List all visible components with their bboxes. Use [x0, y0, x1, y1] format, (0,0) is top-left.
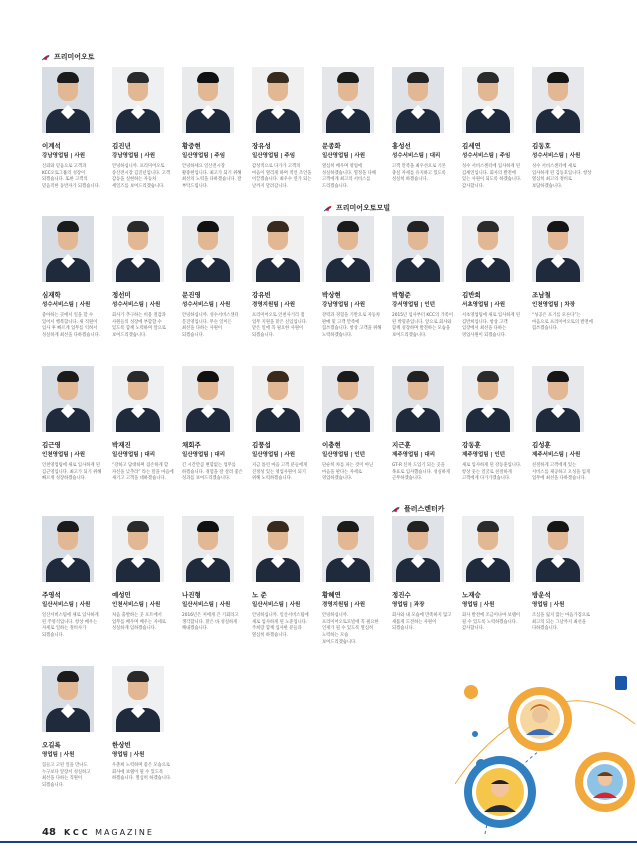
staff-department: 서초영업팀 | 사원	[462, 302, 506, 308]
staff-photo	[42, 216, 94, 282]
staff-name: 정선미	[112, 291, 131, 299]
staff-message: 강력과 경험을 기반으로 자동차 판매 및 고객 만족에 힘쓰겠습니다. 항상 고객을 위해 노력하겠습니다.	[322, 313, 382, 338]
staff-card	[42, 67, 112, 191]
staff-message: 성수 서비스센터에 새로 입사하게 된 김동호입니다. 항상 열심히 최고의 정비로 보답하겠습니다.	[532, 164, 592, 189]
photo-hair	[57, 221, 79, 232]
staff-department: 강남영업팀 | 사원	[112, 153, 156, 159]
staff-card	[322, 366, 392, 483]
photo-hair	[337, 521, 359, 532]
staff-photo	[322, 216, 374, 282]
magazine-title-brand: KCC	[64, 828, 91, 837]
photo-hair	[127, 671, 149, 682]
staff-card	[462, 216, 532, 340]
staff-card	[462, 67, 532, 191]
staff-photo	[42, 516, 94, 582]
staff-name: 노재승	[462, 591, 481, 599]
staff-message: 프리미어오토 인천사거리 점 업무 지원을 맡은 신입입니다. 맡은 일에 꼭 필요한 사원이 되겠습니다.	[252, 313, 308, 338]
photo-hair	[337, 371, 359, 382]
staff-department: 영업팀 | 사원	[462, 602, 495, 608]
staff-name: 방운석	[532, 591, 551, 599]
staff-card	[532, 216, 602, 333]
staff-card	[112, 516, 182, 633]
photo-hair	[127, 221, 149, 232]
section-title: 플러스렌터카	[404, 505, 445, 513]
section-header-plus-rentcar	[392, 504, 445, 514]
photo-hair	[267, 72, 289, 83]
staff-card	[322, 516, 392, 646]
staff-department: 성수서비스팀 | 사원	[42, 302, 91, 308]
staff-message: 안녕하십니까. 성수서비스센터 문진영입니다. 무슨 일이든 최선을 다하는 사원이 되겠습니다.	[182, 313, 239, 338]
staff-photo	[322, 516, 374, 582]
staff-card	[112, 216, 182, 340]
staff-photo	[392, 67, 444, 133]
staff-name: 황혜연	[322, 591, 341, 599]
staff-department: 강남영업팀 | 사원	[42, 153, 86, 159]
photo-hair	[547, 221, 569, 232]
staff-department: 일산영업팀 | 사원	[252, 452, 296, 458]
staff-card	[42, 516, 112, 640]
staff-department: 영업팀 | 과장	[392, 602, 425, 608]
staff-name: 노 준	[252, 591, 267, 599]
plus-rentcar-logo-icon	[392, 506, 401, 513]
section-title: 프리미어오토	[54, 53, 95, 61]
photo-hair	[57, 521, 79, 532]
team-illustration-icon	[455, 664, 637, 840]
staff-card	[112, 366, 182, 483]
staff-photo	[112, 366, 164, 432]
staff-department: 성수서비스팀 | 사원	[112, 302, 161, 308]
photo-hair	[197, 221, 219, 232]
staff-name: 오길록	[42, 741, 61, 749]
staff-name: 조남철	[532, 291, 551, 299]
staff-photo	[392, 516, 444, 582]
staff-name: 나진형	[182, 591, 201, 599]
staff-card	[392, 216, 462, 340]
photo-hair	[477, 371, 499, 382]
staff-photo	[182, 216, 234, 282]
staff-message: 회사와 내 모습에 만족하지 않고 새롭게 도전하는 사원이 되겠습니다.	[392, 613, 452, 632]
staff-card	[322, 216, 392, 340]
staff-photo	[42, 666, 94, 732]
staff-card	[392, 366, 462, 483]
staff-card	[112, 666, 182, 783]
photo-hair	[337, 72, 359, 83]
staff-card	[182, 67, 252, 191]
staff-name: 채회주	[182, 441, 201, 449]
staff-card	[182, 516, 252, 633]
staff-department: 인천영업팀 | 차장	[532, 302, 576, 308]
staff-card	[532, 366, 602, 483]
staff-card	[252, 216, 322, 340]
photo-hair	[547, 521, 569, 532]
staff-department: 성수서비스팀 | 사원	[532, 153, 581, 159]
staff-name: 김성훈	[532, 441, 551, 449]
staff-name: 김세연	[462, 142, 481, 150]
staff-department: 일산서비스팀 | 사원	[252, 602, 301, 608]
staff-photo	[42, 67, 94, 133]
staff-message: 친절하게 고객에게 있는 서비스를 제공하고 오성을 입게 업무에 최선을 다하겠습니다.	[532, 463, 591, 482]
photo-hair	[477, 221, 499, 232]
staff-message: 처음 출발하는 곳 포트에서 업무를 배우며 배우는 자세로 성실하게 임하겠습니다.	[112, 613, 166, 632]
photo-hair	[57, 72, 79, 83]
staff-name: 박상현	[322, 291, 341, 299]
photo-hair	[197, 371, 219, 382]
staff-message: 회사가 추구하는 비용 절감과 사원들의 성장에 부합할 수 있도록 함께 노력하며 앞으로 보여드리겠습니다.	[112, 313, 166, 338]
staff-photo	[112, 67, 164, 133]
staff-message: 우춘희 노력하며 좋은 모습으로 회사에 보탬이 될 수 있도록 하겠습니다. 열심히 하겠습니다.	[112, 763, 172, 782]
staff-name: 김근영	[42, 441, 61, 449]
staff-department: 경영지원팀 | 사원	[252, 302, 296, 308]
staff-card	[252, 366, 322, 483]
staff-department: 일산영업팀 | 대리	[182, 452, 226, 458]
staff-name: 김진년	[112, 142, 131, 150]
staff-name: 문진영	[182, 291, 201, 299]
staff-message: 안녕하십니까. 일산서비스팀에 새로 입사하게 된 노준입니다. 주희랑 함께 입사한 분들과 열심히 하겠습니다.	[252, 613, 309, 638]
staff-photo	[322, 67, 374, 133]
staff-message: “강하고 담대하며 겸손하게 할 자신을 낮추라” 라는 말을 마음에 새기고 고객을 대하겠습니다.	[112, 463, 174, 482]
photo-hair	[477, 72, 499, 83]
photo-hair	[127, 72, 149, 83]
staff-department: 일산영업팀 | 대리	[112, 452, 156, 458]
section-title: 프리미어오토모빌	[336, 204, 391, 212]
staff-card	[112, 67, 182, 191]
staff-name: 지근훈	[392, 441, 411, 449]
photo-hair	[127, 521, 149, 532]
staff-card	[42, 366, 112, 483]
staff-name: 심재학	[42, 291, 61, 299]
staff-photo	[182, 67, 234, 133]
staff-message: 안녕하세요 일산전시장 황중현입니다. 최고가 되기 위해 최선의 노력을 다하겠습니다. 잘 부탁드립니다.	[182, 164, 242, 189]
magazine-title	[64, 828, 154, 837]
staff-department: 강남영업팀 | 사원	[322, 302, 366, 308]
staff-name: 박재진	[112, 441, 131, 449]
staff-photo	[322, 366, 374, 432]
staff-department: 성수서비스팀 | 대리	[392, 153, 441, 159]
staff-message: 단순히 차를 파는 것이 아닌 마음을 판다는 자세로 영업하겠습니다.	[322, 463, 374, 482]
staff-photo	[462, 366, 514, 432]
staff-photo	[252, 516, 304, 582]
staff-message: 열심히 배우며 영업에 성실하겠습니다. 열정을 다해 고객에게 최고의 서비스를 드리겠습니다.	[322, 164, 376, 189]
staff-name: 장유성	[252, 142, 271, 150]
staff-photo	[532, 516, 584, 582]
staff-message: 안녕하십니까. 프리미어오토 송산전시장 김진년입니다. 고객 감동을 실현하는 자동차 세일즈를 보여드리겠습니다.	[112, 164, 171, 189]
staff-name: 이계석	[42, 142, 61, 150]
staff-photo	[462, 67, 514, 133]
page-number: 48	[42, 827, 56, 838]
staff-message: 회사 발전에 조금이나마 보탬이 될 수 있도록 노력하겠습니다. 감사합니다.	[462, 613, 521, 632]
staff-name: 김동호	[532, 142, 551, 150]
staff-name: 김반희	[462, 291, 481, 299]
staff-name: 예성민	[112, 591, 131, 599]
staff-message: “성공은 포기를 모른다”는 마음으로 프리미어오토의 발전에 힘쓰겠습니다.	[532, 313, 593, 332]
staff-department: 강서영업팀 | 인턴	[392, 302, 436, 308]
staff-photo	[392, 366, 444, 432]
photo-hair	[267, 521, 289, 532]
staff-name: 강유빈	[252, 291, 271, 299]
photo-hair	[57, 671, 79, 682]
staff-name: 한상빈	[112, 741, 131, 749]
staff-card	[532, 516, 602, 633]
staff-card	[322, 67, 392, 191]
staff-department: 성수서비스팀 | 주임	[462, 153, 511, 159]
staff-card	[462, 516, 532, 633]
staff-card	[182, 216, 252, 340]
photo-hair	[197, 521, 219, 532]
photo-hair	[267, 221, 289, 232]
staff-department: 일산서비스팀 | 사원	[42, 602, 91, 608]
staff-department: 인천서비스팀 | 사원	[112, 602, 161, 608]
staff-message: GT-R 신차 도입기 되는 곳을 목표로 입사했습니다. 성실하게 근무하겠습니다.	[392, 463, 451, 482]
staff-department: 일산영업팀 | 주임	[182, 153, 226, 159]
staff-department: 제주영업팀 | 대리	[392, 452, 436, 458]
staff-card	[462, 366, 532, 483]
staff-card	[42, 666, 112, 790]
staff-message: 좋아하는 곳에서 일을 할 수 있어서 행복합니다. 새 직원이 입사 후 빠르게 업무를 익혀서 성실하게 최선을 다하겠습니다.	[42, 313, 101, 338]
staff-photo	[182, 366, 234, 432]
staff-card	[182, 366, 252, 483]
staff-name: 정진수	[392, 591, 411, 599]
staff-name: 문종화	[322, 142, 341, 150]
staff-department: 일산서비스팀 | 사원	[182, 602, 231, 608]
photo-hair	[337, 221, 359, 232]
photo-hair	[407, 371, 429, 382]
staff-name: 홍성선	[392, 142, 411, 150]
staff-card	[392, 67, 462, 184]
staff-department: 영업팀 | 사원	[532, 602, 565, 608]
staff-name: 김풍섭	[252, 441, 271, 449]
staff-name: 황중현	[182, 142, 201, 150]
staff-photo	[462, 216, 514, 282]
photo-hair	[127, 371, 149, 382]
staff-name: 강동훈	[462, 441, 481, 449]
staff-department: 일산영업팀 | 인턴	[322, 452, 366, 458]
photo-hair	[547, 371, 569, 382]
staff-card	[532, 67, 602, 191]
staff-department: 인천영업팀 | 사원	[42, 452, 86, 458]
photo-hair	[197, 72, 219, 83]
footer-rule	[0, 841, 637, 843]
staff-name: 박형준	[392, 291, 411, 299]
photo-hair	[407, 72, 429, 83]
staff-department: 경영지원팀 | 사원	[322, 602, 366, 608]
staff-photo	[112, 516, 164, 582]
staff-photo	[532, 67, 584, 133]
section-header-premier-auto-mobile	[324, 203, 390, 213]
staff-card	[392, 516, 462, 633]
staff-photo	[182, 516, 234, 582]
staff-department: 일산영업팀 | 주임	[252, 153, 296, 159]
staff-message: 2015년 입사부터 KCC의 가족이 된 박형준입니다. 앞으로 회사와 함께 성장하며 발전하는 모습을 보여드리겠습니다.	[392, 313, 453, 338]
premier-auto-logo-icon	[42, 54, 51, 61]
staff-photo	[252, 366, 304, 432]
staff-message: 새로 입사하게 된 강동훈입니다. 항상 웃는 얼굴로 친절하게 고객에게 다가가겠습니다.	[462, 463, 522, 482]
staff-name: 주영석	[42, 591, 61, 599]
staff-department: 제주영업팀 | 인턴	[462, 452, 506, 458]
premier-auto-mobile-logo-icon	[324, 205, 333, 212]
photo-hair	[267, 371, 289, 382]
photo-hair	[477, 521, 499, 532]
staff-message: 서초영업팀에 새로 입사하게 된 김반희입니다. 항상 고객 입장에서 최선을 다하는 영업사원이 되겠습니다.	[462, 313, 521, 338]
staff-message: 안녕하십니까. 프리미어오토모빌에 꼭 필요한 인재가 될 수 있도록 열심히 노력하는 모습 보여드리겠습니다.	[322, 613, 379, 645]
staff-message: 조심을 잃지 않는 마음가짐으로 최고의 되는 그날까지 최선을 다하겠습니다.	[532, 613, 591, 632]
staff-message: 신뢰와 믿음으로 고객과 KCC오토그룹의 성장이 되겠습니다. 또한 고객의 믿음직한 동반자가 되겠습니다.	[42, 164, 101, 189]
staff-message: 지금 틀린 마음 고객 분들에게 진정성 있는 영업사원이 되기 위해 노력하겠습니다.	[252, 463, 308, 482]
photo-hair	[407, 221, 429, 232]
staff-department: 제주서비스팀 | 사원	[532, 452, 581, 458]
staff-photo	[112, 216, 164, 282]
staff-department: 성수서비스팀 | 사원	[182, 302, 231, 308]
photo-hair	[57, 371, 79, 382]
staff-message: 2016년은 저에게 큰 기회라고 생각합니다. 맡은 바 성실하게 해내겠습니다.	[182, 613, 239, 632]
staff-photo	[112, 666, 164, 732]
staff-department: 일산영업팀 | 사원	[322, 153, 366, 159]
staff-photo	[252, 216, 304, 282]
magazine-title-word: MAGAZINE	[95, 828, 154, 837]
photo-hair	[407, 521, 429, 532]
staff-card	[42, 216, 112, 340]
staff-message: 일산서비스팀에 새로 입사하게 된 주영석입니다. 항상 배우는 자세로 일하는 정비사가 되겠습니다.	[42, 613, 99, 638]
staff-message: 힘들고 고된 일을 만나도 누구보다 앞장서 성실하고 최선을 다하는 직원이 되겠습니다.	[42, 763, 91, 788]
staff-message: 성수 서비스센터에 입사하게 된 김세연입니다. 회사의 발전에 있는 사원이 되도록 하겠습니다. 감사합니다.	[462, 164, 522, 189]
page-footer	[0, 822, 637, 864]
staff-message: 인천영업팀에 새로 입사하게 된 김근영입니다. 최고가 되기 위해 빠르게 성장하겠습니다.	[42, 463, 102, 482]
staff-message: 감성적으로 다가가 고객의 마음이 열리게 하며 적인 조언을 이끌겠습니다. 최우수 연가 되는 날까지 달려갑니다.	[252, 164, 312, 189]
staff-message: 긴 시간만큼 변함없는 업무를 하겠습니다. 경험을 잘 살려 좋은 성과를 보여드리겠습니다.	[182, 463, 243, 482]
staff-photo	[532, 216, 584, 282]
section-header-premier-auto	[42, 52, 95, 62]
staff-card	[252, 516, 322, 640]
staff-photo	[532, 366, 584, 432]
staff-department: 영업팀 | 사원	[112, 752, 145, 758]
staff-photo	[42, 366, 94, 432]
staff-photo	[462, 516, 514, 582]
staff-photo	[392, 216, 444, 282]
staff-name: 이충현	[322, 441, 341, 449]
staff-photo	[252, 67, 304, 133]
staff-card	[252, 67, 322, 191]
photo-hair	[547, 72, 569, 83]
staff-department: 영업팀 | 사원	[42, 752, 75, 758]
staff-message: 고객 만족을 최우선으로 기본 충실 자세를 유지하고 있도록 성실히 하겠습니다.	[392, 164, 446, 183]
